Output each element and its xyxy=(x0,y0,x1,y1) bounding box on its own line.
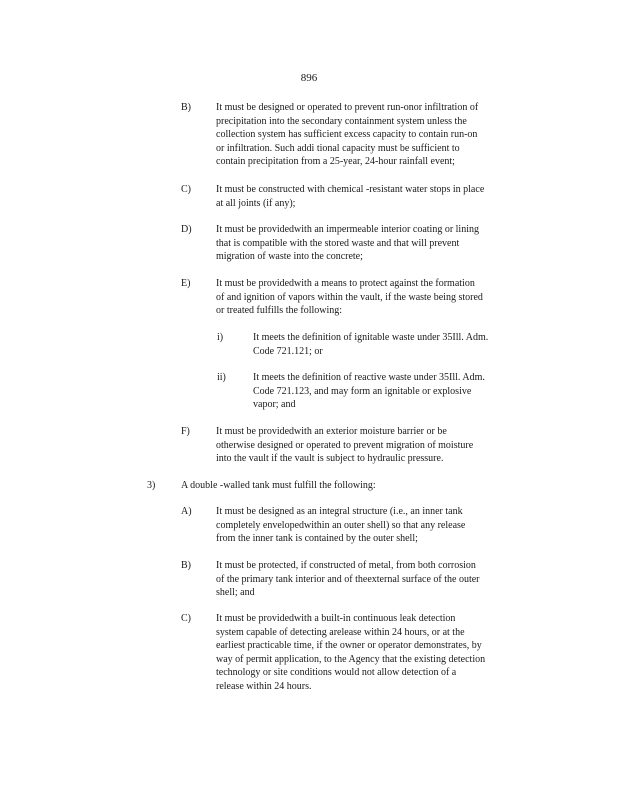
text-line: way of permit application, to the Agency that the existing detection xyxy=(216,653,486,665)
section-text xyxy=(181,479,532,493)
clause-text xyxy=(216,223,532,264)
text-line: technology or site conditions would not allow detection of a xyxy=(216,667,457,679)
clause-text xyxy=(253,371,532,412)
clause-text xyxy=(216,425,532,466)
text-line: release within 24 hours. xyxy=(216,680,312,692)
text-line: It must be designed as an integral structure (i.e., an inner tank xyxy=(216,506,463,517)
clause-label: i) xyxy=(217,332,224,343)
clause-text xyxy=(253,331,532,358)
text-line: Code 721.123, and may form an ignitable or explosive xyxy=(253,385,472,397)
section-label: 3) xyxy=(147,480,156,491)
text-line: shell; and xyxy=(216,587,255,599)
clause-label: E) xyxy=(181,278,191,289)
clause-text xyxy=(216,101,532,169)
text-line: A double -walled tank must fulfill the following: xyxy=(181,480,376,491)
text-line: collection system has sufficient excess capacity to contain run-on xyxy=(216,129,478,141)
text-line: at all joints (if any); xyxy=(216,197,296,209)
text-line: of and ignition of vapors within the vault, if the waste being stored xyxy=(216,291,483,303)
text-line: It meets the definition of reactive waste under 35Ill. Adm. xyxy=(253,372,485,383)
clause-label: C) xyxy=(181,613,191,624)
text-line: of the primary tank interior and of theexternal surface of the outer xyxy=(216,573,480,585)
text-line: It must be protected, if constructed of metal, from both corrosion xyxy=(216,560,476,571)
clause-text xyxy=(216,277,532,318)
text-line: It must be providedwith a built-in continuous leak detection xyxy=(216,613,456,624)
clause-label: D) xyxy=(181,224,192,235)
text-line: Code 721.121; or xyxy=(253,345,323,357)
text-line: or infiltration. Such addi tional capacity must be sufficient to xyxy=(216,142,460,154)
text-line: It must be providedwith an impermeable interior coating or lining xyxy=(216,224,479,235)
clause-label: A) xyxy=(181,506,192,517)
text-line: precipitation into the secondary containment system unless the xyxy=(216,115,467,127)
text-line: It must be constructed with chemical -resistant water stops in place xyxy=(216,184,485,195)
clause-label: C) xyxy=(181,184,191,195)
clause-text xyxy=(216,612,532,694)
clause-label: F) xyxy=(181,426,190,437)
text-line: or treated fulfills the following: xyxy=(216,305,343,317)
text-line: earliest practicable time, if the owner or operator demonstrates, by xyxy=(216,640,482,652)
text-line: It must be designed or operated to prevent run-onor infiltration of xyxy=(216,102,479,113)
clause-text xyxy=(216,183,532,210)
text-line: It must be providedwith a means to protect against the formation xyxy=(216,278,475,289)
text-line: contain precipitation from a 25-year, 24-hour rainfall event; xyxy=(216,156,455,168)
text-line: system capable of detecting arelease within 24 hours, or at the xyxy=(216,626,465,638)
text-line: completely envelopedwithin an outer shell) so that any release xyxy=(216,519,466,531)
clause-label: ii) xyxy=(217,372,226,383)
text-line: vapor; and xyxy=(253,399,296,411)
text-line: It meets the definition of ignitable waste under 35Ill. Adm. xyxy=(253,332,489,343)
text-line: It must be providedwith an exterior moisture barrier or be xyxy=(216,426,447,437)
clause-text xyxy=(216,559,532,600)
text-line: that is compatible with the stored waste and that will prevent xyxy=(216,237,460,249)
clause-label: B) xyxy=(181,102,191,113)
text-line: otherwise designed or operated to prevent migration of moisture xyxy=(216,439,474,451)
text-line: migration of waste into the concrete; xyxy=(216,251,363,263)
text-line: from the inner tank is contained by the outer shell; xyxy=(216,533,418,545)
text-line: into the vault if the vault is subject to hydraulic pressure. xyxy=(216,453,444,465)
clause-text xyxy=(216,505,532,546)
page-number: 896 xyxy=(300,72,318,84)
clause-label: B) xyxy=(181,560,191,571)
